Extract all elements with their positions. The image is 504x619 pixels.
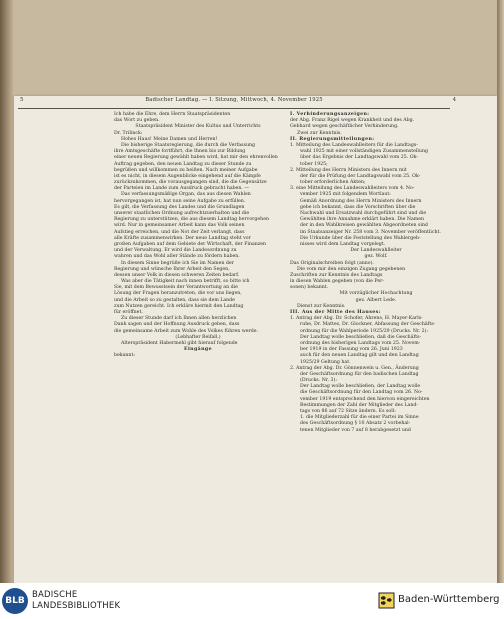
text-line: zum Nutzen gereicht. Ich erkläre hiermit den Landtag xyxy=(114,303,244,309)
text-line: tags von 86 auf 72 Sitze ändern. Es soll: xyxy=(300,409,396,414)
text-line: Zu dieser Stunde darf ich Ihnen allen herzlichen xyxy=(121,316,237,322)
text-line: wahl 1925 mit einer vollständigen Zusammenstellung xyxy=(300,149,428,155)
text-line: dessen unser Volk in diesen schweren Zeiten bedarf. xyxy=(114,272,240,278)
running-head xyxy=(20,97,456,105)
blb-logo-icon[interactable]: BLB xyxy=(2,588,28,614)
text-line: Die bisherige Staatsregierung, die durch die Verfassung xyxy=(121,142,256,148)
signature-name: gez. Albert Lede. xyxy=(355,297,397,303)
text-line: Gemäß Anordnung des Herrn Ministers des Innern xyxy=(300,198,422,204)
text-line: ist es nicht, in diesem Augenblicke eingehend auf die Kämpfe xyxy=(114,173,261,179)
text-line: tober erforderlichen Akten; xyxy=(300,180,366,186)
text-line: tenen Mitglieder von 7 auf 8 herabgesetzt und xyxy=(300,427,411,433)
text-line: zurückzukommen, die vorausgegangen sind, die die Gegensätze xyxy=(114,180,267,186)
text-line: Mit vorzüglicher Hochachtung xyxy=(339,291,413,297)
list-item: 1. Mitteilung des Landeswahlleiters für die Landtags- xyxy=(290,142,418,148)
text-line: wird. Nur in gemeinsamer Arbeit kann das Volk seinen xyxy=(114,223,245,229)
text-line: Der Landtag wolle beschließen, daß die Geschäfts- xyxy=(300,334,422,340)
text-line: und die Arbeit so zu gestalten, dass sie dem Lande xyxy=(114,297,235,303)
text-line: In diesem Sinne begrüße ich Sie im Namen der xyxy=(121,260,234,266)
text-line: ordnung für die Wahlperiode 1925/29 (Drucks. Nr. 2): xyxy=(300,328,429,334)
running-head-title: Badischer Landtag. — I. Sitzung, Mittwoch, 4. November 1925 xyxy=(145,97,323,103)
text-line: sonen) bekannt. xyxy=(290,285,329,291)
header-rule xyxy=(18,108,450,109)
text-line: großen Aufgaben auf dem Gebiete der Wirtschaft, der Finanzen xyxy=(114,241,267,247)
page-number-right: 4 xyxy=(452,97,456,103)
list-item: 1. die Mitgliederzahl für die einer Partei im Sinne xyxy=(300,415,419,421)
text-line: das Wort zu geben. xyxy=(114,118,160,124)
text-line: Zwei zur Kenntnis. xyxy=(297,130,342,136)
text-line: Nachwahl und Ersatzwahl durchgeführt sind und die xyxy=(300,211,427,216)
list-item: 2. Mitteilung des Herrn Ministers des Innern mit xyxy=(290,167,407,173)
text-line: die Geschäftsordnung für den Landtag vom 26. No- xyxy=(300,390,423,396)
text-line: alle Kräfte zusammenwirken. Der neue Landtag steht vor xyxy=(114,235,251,241)
text-line: ordnung des bisherigen Landtags vom 25. Novem- xyxy=(300,340,421,346)
text-line: Lösung der Fragen heranzutreten, die vor uns liegen, xyxy=(114,291,242,297)
signature-name: gez. Wolf. xyxy=(364,254,388,260)
text-line: Bestimmungen der Zahl der Mitglieder des Land- xyxy=(300,402,418,408)
text-line: in diesen Wahlen gegeben (von die Per- xyxy=(290,279,384,285)
text-line: und der Verwaltung. Er wird die Landesordnung zu xyxy=(114,248,237,254)
text-line: Das verfassungsmäßige Organ, das aus diesen Wahlen xyxy=(121,192,251,198)
text-line: hervorgegangen ist, hat nun seine Aufgabe zu erfüllen. xyxy=(114,198,246,204)
text-line: der für die Prüfung der Landtagswahl vom 25. Ok- xyxy=(300,173,421,179)
text-line: im Staatsanzeiger Nr. 258 vom 3. November veröffentlicht. xyxy=(300,229,441,235)
text-line: Hohes Haus! Meine Damen und Herren! xyxy=(121,136,218,142)
text-line: der Geschäftsordnung für den badischen Landtag xyxy=(300,371,419,377)
text-line: über das Ergebnis der Landtagswahl vom 25. Ok- xyxy=(300,155,418,161)
list-item: 2. Antrag der Abg. Dr. Gönnenwein u. Gen., Änderung xyxy=(290,365,419,371)
section-heading: I. Verhinderungsanzeigen: xyxy=(290,112,370,117)
text-line: Ich habe die Ehre, dem Herrn Staatspräsidenten xyxy=(114,112,231,117)
text-line: Gebhard wegen geschäftlicher Verhinderung. xyxy=(290,124,399,130)
page-edge xyxy=(497,0,504,583)
text-line: einer neuen Regierung gewählt haben wird, hat mir den ehrenvollen xyxy=(114,155,278,161)
text-line: tober 1925; xyxy=(300,161,328,167)
speaker-title: Staatspräsident Minister des Kultus und Unterrichts xyxy=(135,124,261,130)
book-binding xyxy=(0,0,14,583)
section-heading: II. Regierungsmitteilungen: xyxy=(290,136,375,142)
text-line: des Geschäftsordnung § 10 Absatz 2 vorbehal- xyxy=(300,421,411,427)
signature-title: Der Landeswahlleiter xyxy=(350,248,402,254)
text-line: ihre Amtsgeschäfte fortführt, die Ihnen bis zur Bildung xyxy=(114,149,246,155)
text-line: Auftrag gegeben, den neuen Landtag zu dieser Stunde zu xyxy=(114,161,252,167)
left-column xyxy=(114,112,282,360)
coat-of-arms-icon xyxy=(378,592,395,609)
text-line: Was aber die Tätigkeit nach innen betrifft, so bitte ich xyxy=(121,279,250,285)
text-line: nisses wird dem Landtag vorgelegt. xyxy=(300,241,386,247)
text-line: der Parteien im Lande zum Ausdruck gebracht haben. — xyxy=(114,186,250,192)
list-item: 1. Antrag der Abg. Dr. Schofer, Ahrens, H. Mayer-Karls- xyxy=(290,316,423,322)
state-name: Baden-Württemberg xyxy=(398,594,500,605)
text-line: Das Originalschreiben folgt (anno). xyxy=(290,260,374,266)
text-line: der Abg. Franz Rigel wegen Krankheit und des Abg. xyxy=(290,118,415,124)
right-column xyxy=(290,112,462,434)
text-line: Der Landtag wolle beschließen, der Landtag wolle xyxy=(300,384,421,390)
section-heading: III. Aus der Mitte des Hauses: xyxy=(290,310,381,315)
list-item: 3. eine Mitteilung des Landeswahlleiters vom 4. No- xyxy=(290,186,415,192)
text-line: Sie, mit dem Bewusstsein der Verantwortung an die xyxy=(114,285,238,291)
text-line: Es gilt, die Verfassung des Landes und die Grundlagen xyxy=(114,204,245,210)
text-line: 1925/29 Geltung hat. xyxy=(300,359,351,365)
text-line: wahren und das Wohl aller Stände zu fördern haben. xyxy=(114,254,240,260)
text-line: Zuschriften zur Kenntnis des Landtags xyxy=(290,272,383,278)
text-line: auch für den neuen Landtag gilt und den Landtag xyxy=(300,353,419,359)
text-line: Gewählten ihre Annahme erklärt haben. Die Namen xyxy=(300,217,424,223)
text-line: Aufstieg erreichen, und die Not der Zeit verlangt, dass xyxy=(114,229,245,235)
text-line: Die vom mir den einzigen Zugang gegebenen xyxy=(297,266,406,272)
text-line: die gemeinsame Arbeit zum Wohle des Volkes führen werde. xyxy=(114,328,259,334)
text-line: für eröffnet. xyxy=(114,310,143,315)
section-heading: Eingänge xyxy=(184,347,212,353)
text-line: (Drucks. Nr. 3): xyxy=(300,378,337,384)
speaker-name: Dr. Trilinck: xyxy=(114,130,143,136)
text-line: Regierung zu unterstützen, die aus diesem Landtag hervorgehen xyxy=(114,217,269,223)
institution-name xyxy=(32,590,120,611)
text-line: Die Urkunde über die Feststellung des Wahlergeb- xyxy=(300,235,421,241)
institution-line: BADISCHE xyxy=(32,590,78,600)
text-line: Regierung und wünsche Ihrer Arbeit den Segen, xyxy=(114,266,230,272)
text-line: ber 1919 in der Fassung vom 26. Juni 1923 xyxy=(300,347,403,353)
page-number-left: 5 xyxy=(20,97,24,103)
text-line: ruhe, Dr. Mattes, Dr. Glockner, Abfassung der Geschäfts- xyxy=(300,322,436,328)
text-line: vember 1919 entsprechend den hiervon eingereichten xyxy=(300,396,430,402)
text-line: der in den Wahlkreisen gewählten Abgeordneten sind xyxy=(300,223,428,229)
institution-line: LANDESBIBLIOTHEK xyxy=(32,600,121,611)
text-line: Dienst zur Kenntnis. xyxy=(297,303,346,309)
text-line: bekannt: xyxy=(114,353,135,359)
text-line: unserer staatlichen Ordnung aufrechtzuerhalten und die xyxy=(114,211,250,216)
text-line: begrüßen und willkommen zu heißen. Nach meiner Aufgabe xyxy=(114,167,258,173)
text-line: Dank sagen und der Hoffnung Ausdruck geben, dass xyxy=(114,322,240,328)
text-line: vember 1925 mit folgendem Wortlaut: xyxy=(300,192,391,198)
text-line: Alterspräsident Habermehl gibt hierauf folgende xyxy=(121,340,238,346)
text-line: (Lebhafter Beifall.) xyxy=(175,334,221,340)
text-line: gebe ich bekannt, dass die Vorschriften über die xyxy=(300,204,416,210)
